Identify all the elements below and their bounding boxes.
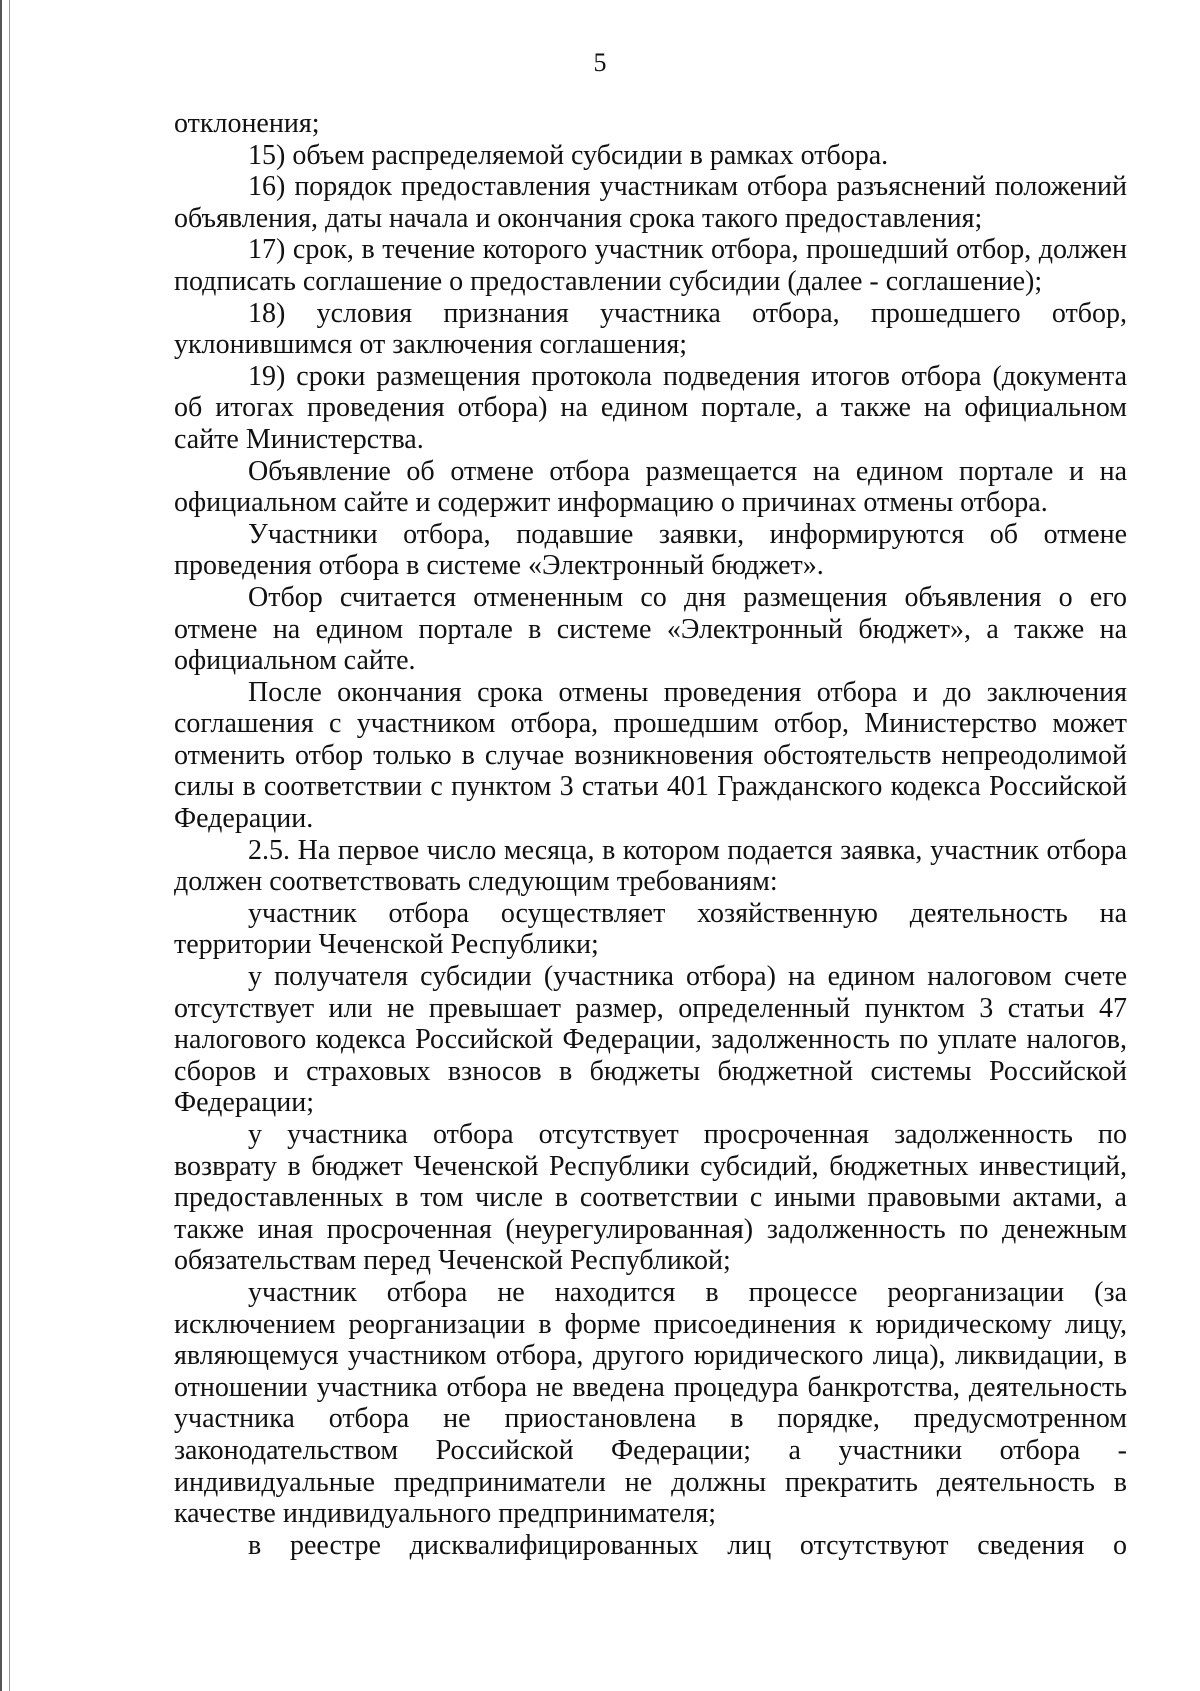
paragraph: Отбор считается отмененным со дня размещения объявления о его отмене на едином портале в системе «Электронный бюджет», а также на официальном сайте. — [174, 581, 1127, 677]
paragraph: 16) порядок предоставления участникам отбора разъяснений положений объявления, даты начала и окончания срока такого предоставления; — [174, 171, 1127, 234]
paragraph: 17) срок, в течение которого участник отбора, прошедший отбор, должен подписать соглашение о предоставлении субсидии (далее - соглашение); — [174, 234, 1127, 297]
paragraph: После окончания срока отмены проведения отбора и до заключения соглашения с участником отбора, прошедшим отбор, Министерство может отменить отбор только в случае возникновения обстоятельств непреодолимой силы в соответствии с пунктом 3 статьи 401 Гражданского кодекса Российской Федерации. — [174, 676, 1127, 835]
paragraph: в реестре дисквалифицированных лиц отсутствуют сведения о — [248, 1529, 1127, 1561]
paragraph: 15) объем распределяемой субсидии в рамках отбора. — [248, 139, 889, 171]
page-number: 5 — [593, 48, 607, 77]
scan-border-line — [0, 0, 2, 1691]
paragraph: Участники отбора, подавшие заявки, информируются об отмене проведения отбора в системе «Электронный бюджет». — [174, 518, 1127, 582]
scan-border-line — [9, 0, 10, 1691]
paragraph: отклонения; — [174, 108, 320, 139]
paragraph: у участника отбора отсутствует просроченная задолженность по возврату в бюджет Чеченской Республики субсидий, бюджетных инвестиций, предоставленных в том числе в соответствии с иными правовыми актами, а также иная просроченная (неурегулированная) задолженность по денежным обязательствам перед Чеченской Республикой; — [174, 1119, 1127, 1277]
paragraph: 18) условия признания участника отбора, прошедшего отбор, уклонившимся от заключения соглашения; — [174, 297, 1127, 361]
paragraph: участник отбора осуществляет хозяйственную деятельность на территории Чеченской Республики; — [174, 897, 1127, 961]
paragraph: у получателя субсидии (участника отбора) на едином налоговом счете отсутствует или не превышает размер, определенный пунктом 3 статьи 47 налогового кодекса Российской Федерации, задолженность по уплате налогов, сборов и страховых взносов в бюджеты бюджетной системы Российской Федерации; — [174, 961, 1127, 1119]
paragraph: Объявление об отмене отбора размещается на едином портале и на официальном сайте и содержит информацию о причинах отмены отбора. — [174, 455, 1127, 519]
paragraph: участник отбора не находится в процессе реорганизации (за исключением реорганизации в форме присоединения к юридическому лицу, являющемуся участником отбора, другого юридического лица), ликвидации, в отношении участника отбора не введена процедура банкротства, деятельность участника отбора не приостановлена в порядке, предусмотренном законодательством Российской Федерации; а участники отбора - индивидуальные предприниматели не должны прекратить деятельность в качестве индивидуального предпринимателя; — [174, 1276, 1127, 1530]
paragraph: 2.5. На первое число месяца, в котором подается заявка, участник отбора должен соответствовать следующим требованиям: — [174, 834, 1127, 898]
document-body — [174, 108, 1127, 1561]
paragraph: 19) сроки размещения протокола подведения итогов отбора (документа об итогах проведения отбора) на едином портале, а также на официальном сайте Министерства. — [174, 360, 1127, 455]
